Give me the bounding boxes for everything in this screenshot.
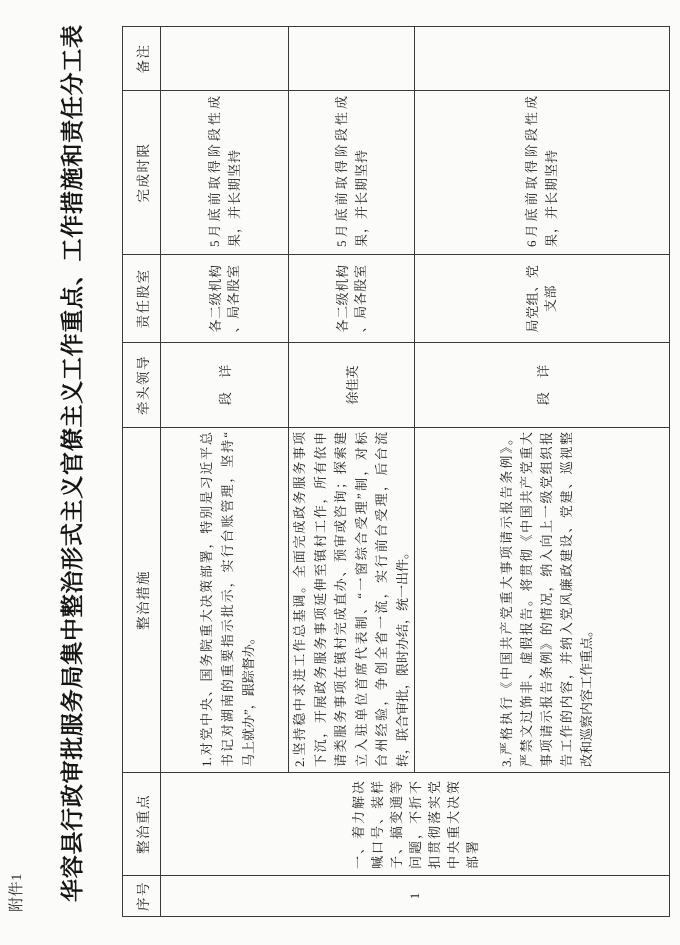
measure-text-line: 1.对党中央、国务院重大决策部署，特别是习近平总 (198, 432, 214, 767)
department-cell (289, 255, 415, 343)
department-text-line: 各二级机构 (334, 264, 350, 333)
column-header-focus: 整治重点 (123, 773, 161, 876)
measure-text-line: 3.严格执行《中国共产党重大事项请示报告条例》。 (499, 432, 514, 767)
measure-text-line: 改和巡察内容工作重点。 (579, 623, 594, 767)
table-header-row (123, 27, 161, 917)
department-cell (415, 255, 670, 343)
measure-text-line: 书记对湖南的重要指示批示，实行台账管理，坚持“ (219, 432, 235, 767)
attachment-label: 附件1 (9, 872, 25, 912)
measure-cell (161, 428, 289, 773)
leader-cell: 段 详 (415, 343, 670, 428)
focus-text-line: 喊口号、装样 (369, 778, 385, 869)
column-header-department: 责任股室 (123, 255, 161, 343)
focus-cell (161, 773, 670, 876)
measure-text-line: 台州经验，争创全省一流，实行前台受理，后台流 (374, 432, 389, 767)
department-text-line: 各二级机构 (207, 264, 223, 333)
deadline-text-line: 5月底前取得阶段性成 (206, 95, 222, 247)
remarks-cell (415, 27, 670, 91)
responsibility-table (122, 26, 670, 917)
remarks-cell (161, 27, 289, 91)
department-text-line: 、局各股室 (352, 264, 368, 333)
focus-text-line: 一、着力解决 (350, 778, 366, 869)
remarks-cell (289, 27, 415, 91)
focus-text-line: 子、搞变通等 (388, 778, 404, 869)
table-row (161, 27, 289, 917)
seq-cell (161, 876, 670, 917)
measure-text-line: 告工作的内容，并纳入党风廉政建设、党建、巡视整 (559, 432, 574, 767)
deadline-cell (161, 91, 289, 255)
column-header-leader: 牵头领导 (123, 343, 161, 428)
measure-text-line: 转，联合审批，限时办结，统一出件。 (394, 545, 410, 767)
column-header-deadline: 完成时限 (123, 91, 161, 255)
leader-cell: 徐佳英 (289, 343, 415, 428)
department-text-line: 局党组、党 (525, 264, 540, 333)
focus-text-line: 中央重大决策 (445, 778, 461, 869)
measure-text-line: 马上就办”，跟踪督办。 (240, 631, 256, 767)
measure-text-line: 事项请示报告条例》的情况，纳入向上一级党组织报 (539, 432, 554, 767)
column-header-seq: 序号 (123, 876, 161, 917)
column-header-remarks: 备注 (123, 27, 161, 91)
measure-text-line: 下沉，开展政务服务事项延伸至镇村工作，所有依申 (312, 432, 328, 767)
leader-cell: 段 详 (161, 343, 289, 428)
seq-number: 1 (407, 892, 422, 900)
deadline-text-line: 果，并长期坚持 (226, 148, 242, 247)
deadline-text-line: 6月底前取得阶段性成 (524, 95, 539, 247)
measure-text-line: 立入驻单位首席代表制、“一窗综合受理”制，对标 (353, 432, 369, 767)
department-cell (161, 255, 289, 343)
measure-cell (289, 428, 415, 773)
column-header-measures: 整治措施 (123, 428, 161, 773)
focus-text-line: 问题，不折不 (407, 778, 423, 869)
measure-text-line: 严禁文过饰非、虚假报告。将贯彻《中国共产党重大 (519, 432, 534, 767)
department-text-line: 支部 (543, 284, 558, 313)
deadline-cell (415, 91, 670, 255)
focus-text-line: 扣贯彻落实党 (426, 778, 442, 869)
deadline-text-line: 果，并长期坚持 (353, 148, 369, 247)
deadline-text-line: 果，并长期坚持 (544, 148, 559, 247)
measure-text-line: 请类服务事项在镇村完成直办、预审或咨询；探索建 (333, 432, 348, 767)
focus-text-line: 部署 (464, 838, 480, 869)
document-title: 华容县行政审批服务局集中整治形式主义官僚主义工作重点、工作措施和责任分工表 (60, 25, 85, 902)
measure-text-line: 2.坚持稳中求进工作总基调。全面完成政务服务事项 (292, 432, 307, 767)
department-text-line: 、局各股室 (225, 264, 241, 333)
deadline-cell (289, 91, 415, 255)
deadline-text-line: 5月底前取得阶段性成 (333, 95, 349, 247)
measure-cell (415, 428, 670, 773)
